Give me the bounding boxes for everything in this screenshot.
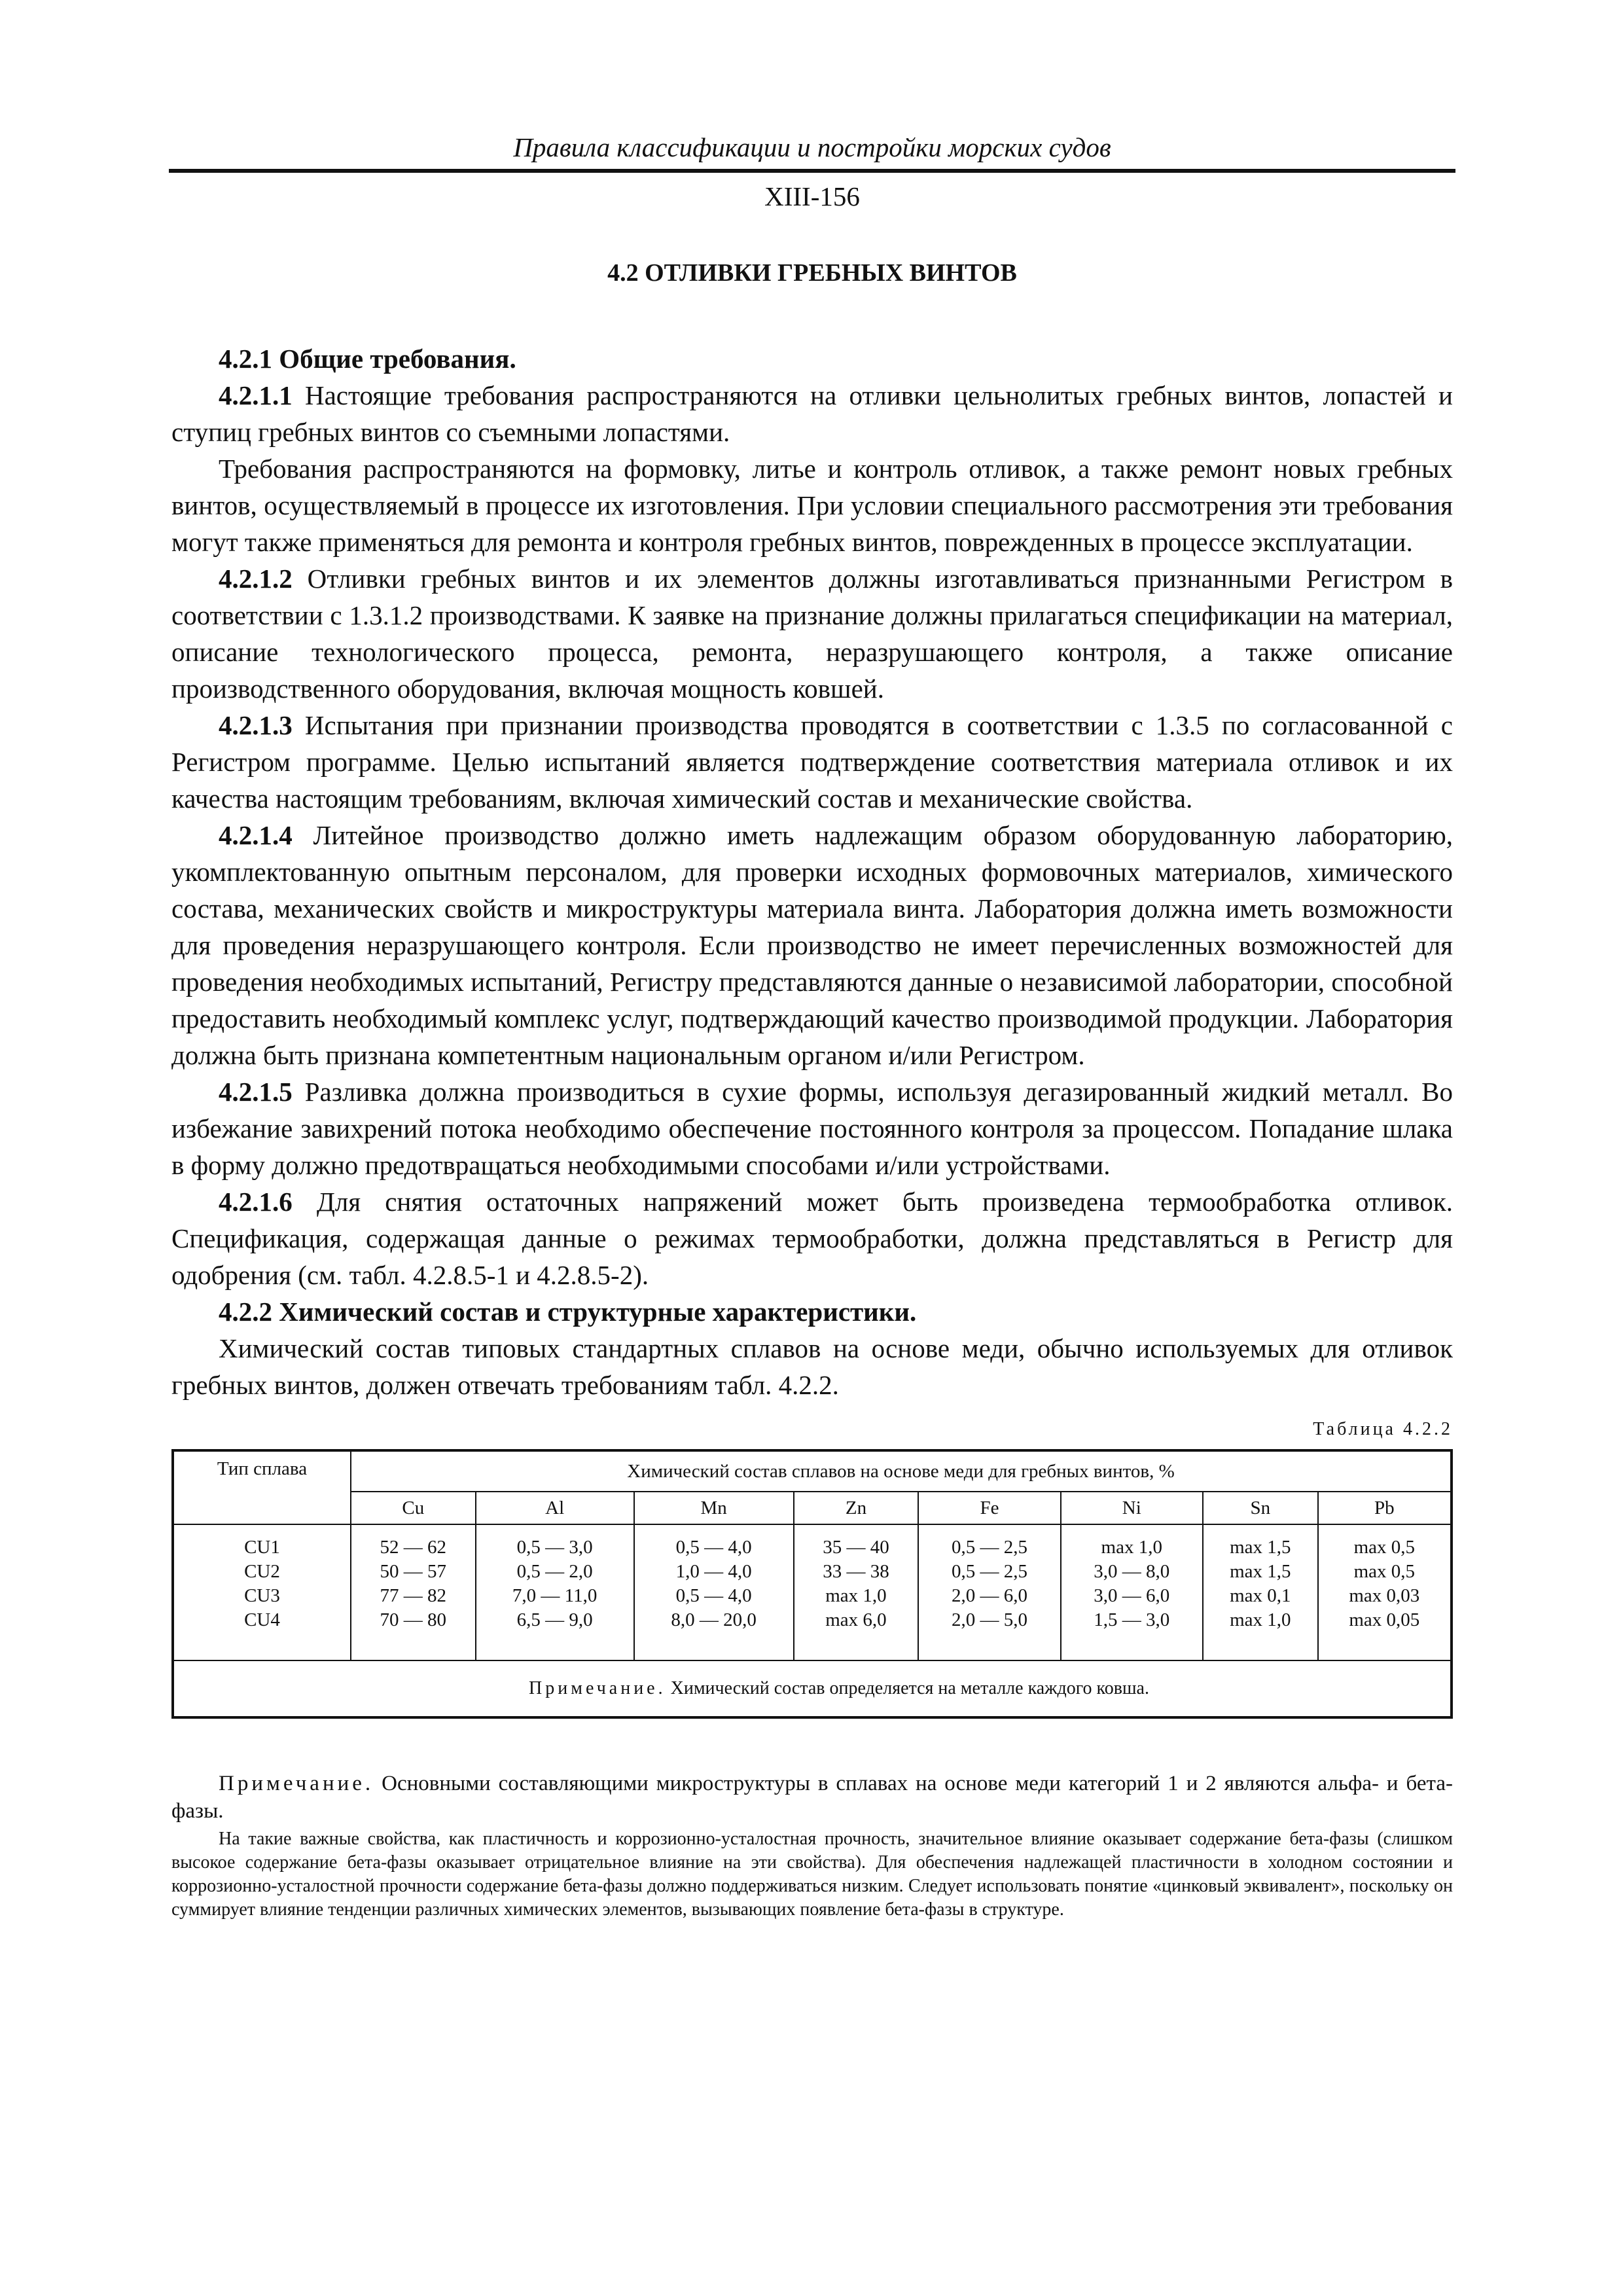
column-header: Cu	[351, 1492, 476, 1524]
paragraph-text: Испытания при признании производства проводятся в соответствии с 1.3.5 по согласованной с Регистром программе. Целью испытаний является подтверждение соответствия материала отливок и их качества настоящим требованиям, включая химический состав и механические свойства.	[171, 710, 1453, 814]
chemical-composition-table	[171, 1449, 1453, 1719]
table-cell: 2,0 — 6,0	[951, 1585, 1027, 1606]
table-note-label: Примечание.	[529, 1678, 666, 1698]
table-cell: max 0,05	[1349, 1609, 1420, 1630]
paragraph-heading: 4.2.1 Общие требования.	[219, 344, 516, 374]
pb-column-cell	[1318, 1524, 1452, 1660]
running-title: Правила классификации и постройки морских судов	[513, 132, 1111, 162]
cu-column-cell	[351, 1524, 476, 1660]
table-cell: 0,5 — 4,0	[675, 1537, 752, 1558]
column-header: Fe	[918, 1492, 1060, 1524]
paragraph-text: Настоящие требования распространяются на отливки цельнолитых гребных винтов, лопастей и ступиц гребных винтов со съемными лопастями.	[171, 380, 1453, 447]
paragraph-4-2-1-5	[171, 1073, 1453, 1183]
table-cell: max 0,5	[1353, 1561, 1416, 1582]
table-note-text: Химический состав определяется на металле каждого ковша.	[666, 1678, 1149, 1698]
table-cell: max 1,5	[1230, 1537, 1291, 1558]
table-cell: 52 — 62	[380, 1537, 447, 1558]
mn-column-cell	[634, 1524, 794, 1660]
table-cell: 7,0 — 11,0	[512, 1585, 597, 1606]
table-cell: max 0,5	[1353, 1537, 1416, 1558]
note-label: Примечание.	[219, 1772, 374, 1795]
column-header: Pb	[1318, 1492, 1452, 1524]
column-header: Ni	[1061, 1492, 1203, 1524]
table-cell: CU3	[244, 1585, 280, 1606]
paragraph-number: 4.2.1.1	[219, 380, 293, 410]
document-page	[171, 131, 1453, 1922]
paragraph-4-2-1-6	[171, 1183, 1453, 1293]
sn-column-cell	[1203, 1524, 1318, 1660]
table-cell: 0,5 — 3,0	[516, 1537, 593, 1558]
table-cell: 1,0 — 4,0	[675, 1561, 752, 1582]
paragraph-text: Отливки гребных винтов и их элементов должны изготавливаться признанными Регистром в соответствии с 1.3.1.2 производствами. К заявке на признание должны прилагаться спецификации на материал, описание технологического процесса, ремонта, неразрушающего контроля, а также описание производственного оборудования, включая мощность ковшей.	[171, 564, 1453, 704]
paragraph-number: 4.2.1.4	[219, 820, 293, 850]
table-cell: max 1,0	[1230, 1609, 1291, 1630]
ni-column-cell	[1061, 1524, 1203, 1660]
paragraph-chem-composition	[171, 1330, 1453, 1403]
note-text: Основными составляющими микроструктуры в сплавах на основе меди категорий 1 и 2 являются альфа- и бета-фазы.	[171, 1772, 1453, 1823]
column-header: Al	[476, 1492, 634, 1524]
section-title: 4.2 ОТЛИВКИ ГРЕБНЫХ ВИНТОВ	[607, 259, 1017, 287]
table-cell: max 1,0	[825, 1585, 887, 1606]
table-cell: 0,5 — 2,0	[516, 1561, 593, 1582]
table-data-row	[173, 1524, 1452, 1660]
table-cell: 33 — 38	[823, 1561, 889, 1582]
table-cell: CU1	[244, 1537, 280, 1558]
paragraph-heading: 4.2.2 Химический состав и структурные характеристики.	[219, 1297, 917, 1327]
fe-column-cell	[918, 1524, 1060, 1660]
paragraph-4-2-1-2	[171, 560, 1453, 707]
alloy-type-header: Тип сплава	[173, 1450, 351, 1524]
table-cell: 1,5 — 3,0	[1094, 1609, 1170, 1630]
table-cell: CU4	[244, 1609, 280, 1630]
table-caption: Таблица 4.2.2	[1313, 1419, 1453, 1439]
paragraph-4-2-1-4	[171, 817, 1453, 1073]
table-cell: 70 — 80	[380, 1609, 447, 1630]
table-cell: max 1,5	[1230, 1561, 1291, 1582]
paragraph-number: 4.2.1.6	[219, 1187, 293, 1217]
table-note	[173, 1660, 1452, 1717]
zn-column-cell	[794, 1524, 919, 1660]
table-cell: 0,5 — 4,0	[675, 1585, 752, 1606]
paragraph-text: Литейное производство должно иметь надлежащим образом оборудованную лабораторию, укомплектованную опытным персоналом, для проверки исходных формовочных материалов, химического состава, механических свойств и микроструктуры материала винта. Лаборатория должна иметь возможности для проведения неразрушающего контроля. Если производство не имеет перечисленных возможностей для проведения необходимых испытаний, Регистру представляются данные о независимой лаборатории, способной предоставить необходимый комплекс услуг, подтверждающий качество производимой продукции. Лаборатория должна быть признана компетентным национальным органом и/или Регистром.	[171, 820, 1453, 1070]
paragraph-4-2-1-3	[171, 707, 1453, 817]
table-cell: 0,5 — 2,5	[951, 1537, 1027, 1558]
table-cell: 6,5 — 9,0	[516, 1609, 593, 1630]
paragraph-text: Требования распространяются на формовку, литье и контроль отливок, а также ремонт новых гребных винтов, осуществляемый в процессе их изготовления. При условии специального рассмотрения эти требования могут также применяться для ремонта и контроля гребных винтов, поврежденных в процессе эксплуатации.	[171, 454, 1453, 557]
paragraph-text: Для снятия остаточных напряжений может быть произведена термообработка отливок. Спецификация, содержащая данные о режимах термообработки, должна представляться в Регистр для одобрения (см. табл. 4.2.8.5-1 и 4.2.8.5-2).	[171, 1187, 1453, 1290]
note-beta-phase: На такие важные свойства, как пластичность и коррозионно-усталостная прочность, значительное влияние оказывает содержание бета-фазы (слишком высокое содержание бета-фазы оказывает отрицательное влияние на эти свойства). Для обеспечения надлежащей пластичности в холодном состоянии и коррозионно-усталостной прочности содержание бета-фазы должно поддерживаться низким. Следует использовать понятие «цинковый эквивалент», поскольку он суммирует влияние тенденции различных химических элементов, вызывающих появление бета-фазы в структуре.	[171, 1829, 1453, 1920]
paragraph-requirements	[171, 450, 1453, 560]
table-cell: 77 — 82	[380, 1585, 447, 1606]
column-header: Sn	[1203, 1492, 1318, 1524]
table-cell: 3,0 — 8,0	[1094, 1561, 1170, 1582]
paragraph-text: Химический состав типовых стандартных сплавов на основе меди, обычно используемых для отливок гребных винтов, должен отвечать требованиям табл. 4.2.2.	[171, 1333, 1453, 1400]
table-cell: 50 — 57	[380, 1561, 447, 1582]
paragraph-4-2-1	[171, 340, 1453, 377]
table-cell: 3,0 — 6,0	[1094, 1585, 1170, 1606]
alloy-names-cell	[173, 1524, 351, 1660]
paragraph-number: 4.2.1.3	[219, 710, 293, 740]
table-cell: max 0,03	[1349, 1585, 1420, 1606]
paragraph-4-2-2	[171, 1293, 1453, 1330]
composition-group-header: Химический состав сплавов на основе меди для гребных винтов, %	[351, 1450, 1452, 1492]
table-cell: 2,0 — 5,0	[951, 1609, 1027, 1630]
table-cell: max 0,1	[1230, 1585, 1291, 1606]
table-cell: max 1,0	[1101, 1537, 1162, 1558]
column-header: Mn	[634, 1492, 794, 1524]
body-text	[171, 340, 1453, 1403]
paragraph-text: Разливка должна производиться в сухие формы, используя дегазированный жидкий металл. Во избежание завихрений потока необходимо обеспечение постоянного контроля за процессом. Попадание шлака в форму должно предотвращаться необходимыми способами и/или устройствами.	[171, 1077, 1453, 1180]
paragraph-number: 4.2.1.5	[219, 1077, 293, 1107]
note-microstructure	[171, 1770, 1453, 1825]
table-cell: 0,5 — 2,5	[951, 1561, 1027, 1582]
header-rule	[169, 169, 1455, 173]
al-column-cell	[476, 1524, 634, 1660]
paragraph-4-2-1-1	[171, 377, 1453, 450]
table-cell: max 6,0	[825, 1609, 887, 1630]
column-header: Zn	[794, 1492, 919, 1524]
table-cell: 8,0 — 20,0	[671, 1609, 757, 1630]
page-number: XIII-156	[764, 181, 860, 211]
paragraph-number: 4.2.1.2	[219, 564, 293, 594]
table-cell: CU2	[244, 1561, 280, 1582]
bottom-notes	[171, 1770, 1453, 1922]
table-cell: 35 — 40	[823, 1537, 889, 1558]
